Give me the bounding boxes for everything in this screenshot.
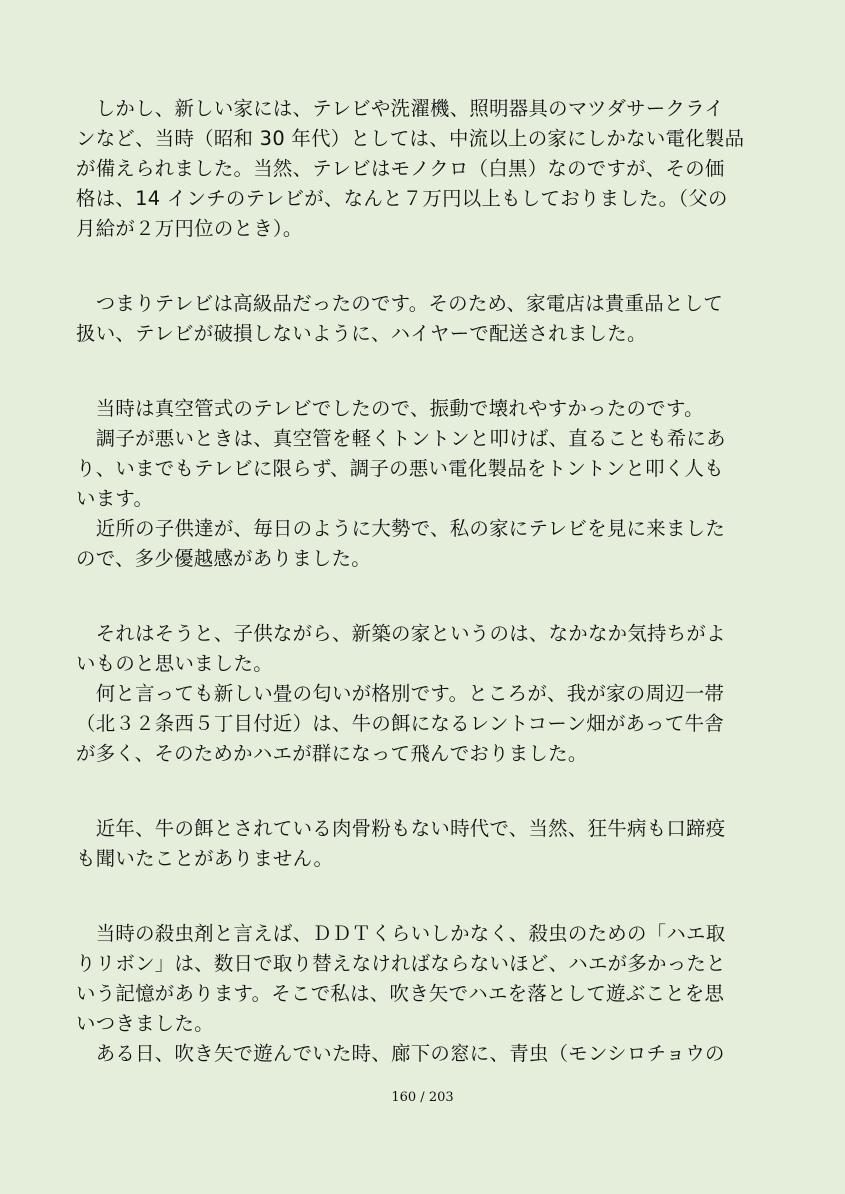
text-line: りリボン」は、数日で取り替えなければならないほど、ハエが多かったと bbox=[76, 952, 726, 975]
text-line: ンなど、当時（昭和 30 年代）としては、中流以上の家にしかない電化製品 bbox=[76, 127, 745, 150]
text-line: 何と言っても新しい畳の匂いが格別です。ところが、我が家の周辺一帯 bbox=[76, 682, 725, 705]
text-line: 月給が２万円位のとき）。 bbox=[76, 217, 303, 240]
paragraph-gap bbox=[76, 769, 776, 814]
text-line: 近年、牛の餌とされている肉骨粉もない時代で、当然、狂牛病も口蹄疫 bbox=[76, 817, 726, 840]
page-number: 160 / 203 bbox=[391, 1090, 454, 1105]
text-line: り、いまでもテレビに限らず、調子の悪い電化製品をトントンと叩く人も bbox=[76, 457, 724, 480]
body-text bbox=[76, 94, 776, 1069]
paragraph bbox=[76, 394, 776, 574]
paragraph-gap bbox=[76, 874, 776, 919]
text-line: つまりテレビは高級品だったのです。そのため、家電店は貴重品として bbox=[76, 292, 724, 315]
text-line: も聞いたことがありません。 bbox=[76, 847, 334, 870]
paragraph-gap bbox=[76, 574, 776, 619]
text-line: ので、多少優越感がありました。 bbox=[76, 547, 371, 570]
text-line: が多く、そのためかハエが群になって飛んでおりました。 bbox=[76, 742, 588, 765]
text-line: しかし、新しい家には、テレビや洗濯機、照明器具のマツダサークライ bbox=[76, 97, 725, 120]
text-line: それはそうと、子供ながら、新築の家というのは、なかなか気持ちがよ bbox=[76, 622, 726, 645]
text-line: 調子が悪いときは、真空管を軽くトントンと叩けば、直ることも希にあ bbox=[76, 427, 726, 450]
paragraph bbox=[76, 94, 776, 244]
paragraph-gap bbox=[76, 244, 776, 289]
paragraph bbox=[76, 289, 776, 349]
text-line: 格は、14 インチのテレビが、なんと７万円以上もしておりました。（父の bbox=[76, 187, 728, 210]
text-line: 当時は真空管式のテレビでしたので、振動で壊れやすかったのです。 bbox=[76, 397, 704, 420]
text-line: いものと思いました。 bbox=[76, 652, 273, 675]
text-line: いつきました。 bbox=[76, 1012, 214, 1035]
text-line: 近所の子供達が、毎日のように大勢で、私の家にテレビを見に来ました bbox=[76, 517, 726, 540]
paragraph bbox=[76, 814, 776, 874]
paragraph bbox=[76, 619, 776, 769]
text-line: 扱い、テレビが破損しないように、ハイヤーで配送されました。 bbox=[76, 322, 647, 345]
text-line: （北３２条西５丁目付近）は、牛の餌になるレントコーン畑があって牛舎 bbox=[76, 712, 724, 735]
text-line: 当時の殺虫剤と言えば、ＤＤＴくらいしかなく、殺虫のための「ハエ取 bbox=[76, 922, 726, 945]
text-line: ある日、吹き矢で遊んでいた時、廊下の窓に、青虫（モンシロチョウの bbox=[76, 1042, 725, 1065]
text-line: います。 bbox=[76, 487, 154, 510]
paragraph-gap bbox=[76, 349, 776, 394]
paragraph bbox=[76, 919, 776, 1069]
text-line: が備えられました。当然、テレビはモノクロ（白黒）なのですが、その価 bbox=[76, 157, 725, 180]
text-line: いう記憶があります。そこで私は、吹き矢でハエを落として遊ぶことを思 bbox=[76, 982, 725, 1005]
